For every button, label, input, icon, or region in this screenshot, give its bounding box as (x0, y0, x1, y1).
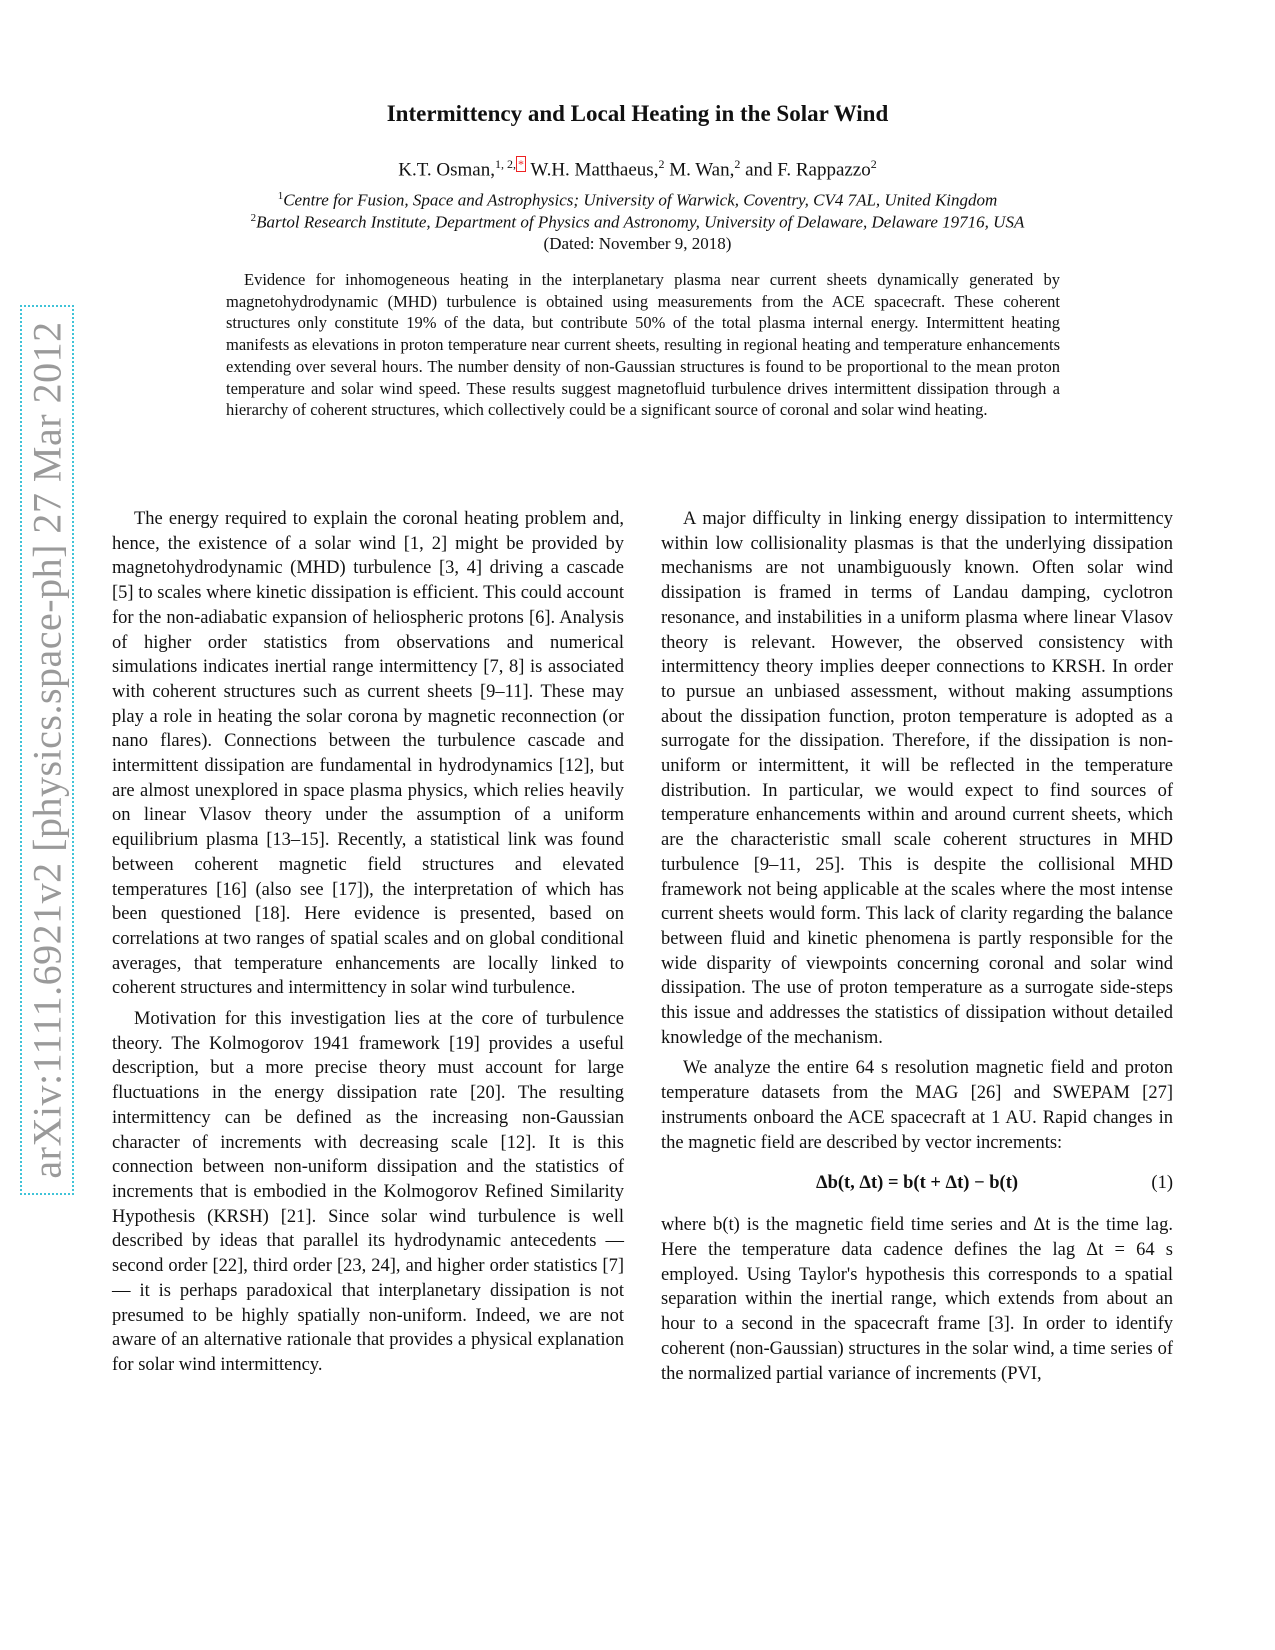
author-name: M. Wan, (664, 159, 735, 181)
author-affil-sup: 2 (658, 157, 665, 171)
affiliation-1 (0, 190, 1275, 211)
paragraph: The energy required to explain the coronal heating problem and, hence, the existence of a solar wind [1, 2] might be provided by magnetohydrodynamic (MHD) turbulence [3, 4] driving a cascade [5] to scales where kinetic dissipation is efficient. This could account for the non-adiabatic expansion of heliospheric protons [6]. Analysis of higher order statistics from observations and numerical simulations indicates inertial range intermittency [7, 8] is associated with coherent structures such as current sheets [9–11]. These may play a role in heating the solar corona by magnetic reconnection (or nano flares). Connections between the turbulence cascade and intermittent dissipation are fundamental in hydrodynamics [12], but are almost unexplored in space plasma physics, which relies heavily on linear Vlasov theory under the assumption of a uniform equilibrium plasma [13–15]. Recently, a statistical link was found between coherent magnetic field structures and elevated temperatures [16] (also see [17]), the interpretation of which has been questioned [18]. Here evidence is presented, based on correlations at two ranges of spatial scales and on global conditional averages, that temperature enhancements are locally linked to coherent structures and intermittency in solar wind turbulence. (112, 509, 624, 999)
author-name: W.H. Matthaeus, (525, 159, 659, 181)
author-affil-sup: 1, 2, (494, 157, 516, 171)
left-column (112, 507, 624, 1384)
affiliation-2 (0, 212, 1275, 233)
equation-1 (661, 1161, 1173, 1207)
right-column (661, 507, 1173, 1392)
date-line: (Dated: November 9, 2018) (543, 234, 732, 253)
paragraph: A major difficulty in linking energy dissipation to intermittency within low collisionality plasmas is that the underlying dissipation mechanisms are not unambiguously known. Often solar wind dissipation is framed in terms of Landau damping, cyclotron resonance, and instabilities in a uniform plasma where linear Vlasov theory is relevant. However, the observed consistency with intermittency theory implies deeper connections to KRSH. In order to pursue an unbiased assessment, without making assumptions about the dissipation function, proton temperature is adopted as a surrogate for the dissipation. Therefore, if the dissipation is non-uniform or intermittent, it will be reflected in the temperature distribution. In particular, we would expect to find sources of temperature enhancements within and around current sheets, which are the characteristic small scale coherent structures in MHD turbulence [9–11, 25]. This is despite the collisional MHD framework not being applicable at the scales where the most intense current sheets would form. This lack of clarity regarding the balance between fluid and kinetic phenomena is partly responsible for the wide disparity of viewpoints concerning coronal and solar wind dissipation. The use of proton temperature as a surrogate side-steps this issue and addresses the statistics of dissipation without detailed knowledge of the mechanism. (661, 509, 1173, 1048)
equation-number: (1) (1151, 1173, 1173, 1194)
arxiv-identifier[interactable]: arXiv:1111.6921v2 [physics.space-ph] 27 Mar 2012 (24, 321, 70, 1179)
arxiv-sidebar (20, 305, 74, 1195)
footnote-link[interactable]: * (517, 157, 524, 171)
paragraph: We analyze the entire 64 s resolution magnetic field and proton temperature datasets from the MAG [26] and SWEPAM [27] instruments onboard the ACE spacecraft at 1 AU. Rapid changes in the magnetic field are described by vector increments: (661, 1058, 1173, 1153)
equation-body: Δb(t, Δt) = b(t + Δt) − b(t) (815, 1173, 1019, 1194)
author-affil-sup: 2 (870, 157, 877, 171)
affiliation-number: 2 (250, 212, 257, 224)
paper-title: Intermittency and Local Heating in the Solar Wind (386, 101, 889, 126)
abstract: Evidence for inhomogeneous heating in the interplanetary plasma near current sheets dynamically generated by magnetohydrodynamic (MHD) turbulence is obtained using measurements from the ACE spacecraft. These coherent structures only constitute 19% of the data, but contribute 50% of the total plasma internal energy. Intermittent heating manifests as elevations in proton temperature near current sheets, resulting in regional heating and temperature enhancements extending over several hours. The number density of non-Gaussian structures is found to be proportional to the mean proton temperature and solar wind speed. These results suggest magnetofluid turbulence drives intermittent dissipation through a hierarchy of coherent structures, which collectively could be a significant source of coronal and solar wind heating. (226, 270, 1060, 420)
author-list (0, 157, 1275, 181)
author-name: K.T. Osman, (398, 159, 495, 181)
affiliation-text: Centre for Fusion, Space and Astrophysics; University of Warwick, Coventry, CV4 7AL, United Kingdom (283, 190, 998, 210)
author-affil-sup: 2 (734, 157, 741, 171)
author-name: and F. Rappazzo (740, 159, 871, 181)
affiliation-number: 1 (277, 190, 284, 202)
affiliation-text: Bartol Research Institute, Department of Physics and Astronomy, University of Delaware, Delaware 19716, USA (256, 212, 1025, 232)
paragraph: where b(t) is the magnetic field time series and Δt is the time lag. Here the temperature data cadence defines the lag Δt = 64 s employed. Using Taylor's hypothesis this corresponds to a spatial separation within the inertial range, which extends from about an hour to a second in the spacecraft frame [3]. In order to identify coherent (non-Gaussian) structures in the solar wind, a time series of the normalized partial variance of increments (PVI, (661, 1215, 1173, 1384)
paragraph: Motivation for this investigation lies at the core of turbulence theory. The Kolmogorov 1941 framework [19] provides a useful description, but a more precise theory must account for large fluctuations in the energy dissipation rate [20]. The resulting intermittency can be defined as the increasing non-Gaussian character of increments with decreasing scale [12]. It is this connection between non-uniform dissipation and the statistics of increments that is embodied in the Kolmogorov Refined Similarity Hypothesis (KRSH) [21]. Since solar wind turbulence is well described by ideas that parallel its hydrodynamic antecedents — second order [22], third order [23, 24], and higher order statistics [7] — it is perhaps paradoxical that interplanetary dissipation is not presumed to be highly spatially non-uniform. Indeed, we are not aware of an alternative rationale that provides a physical explanation for solar wind intermittency. (112, 1009, 624, 1375)
